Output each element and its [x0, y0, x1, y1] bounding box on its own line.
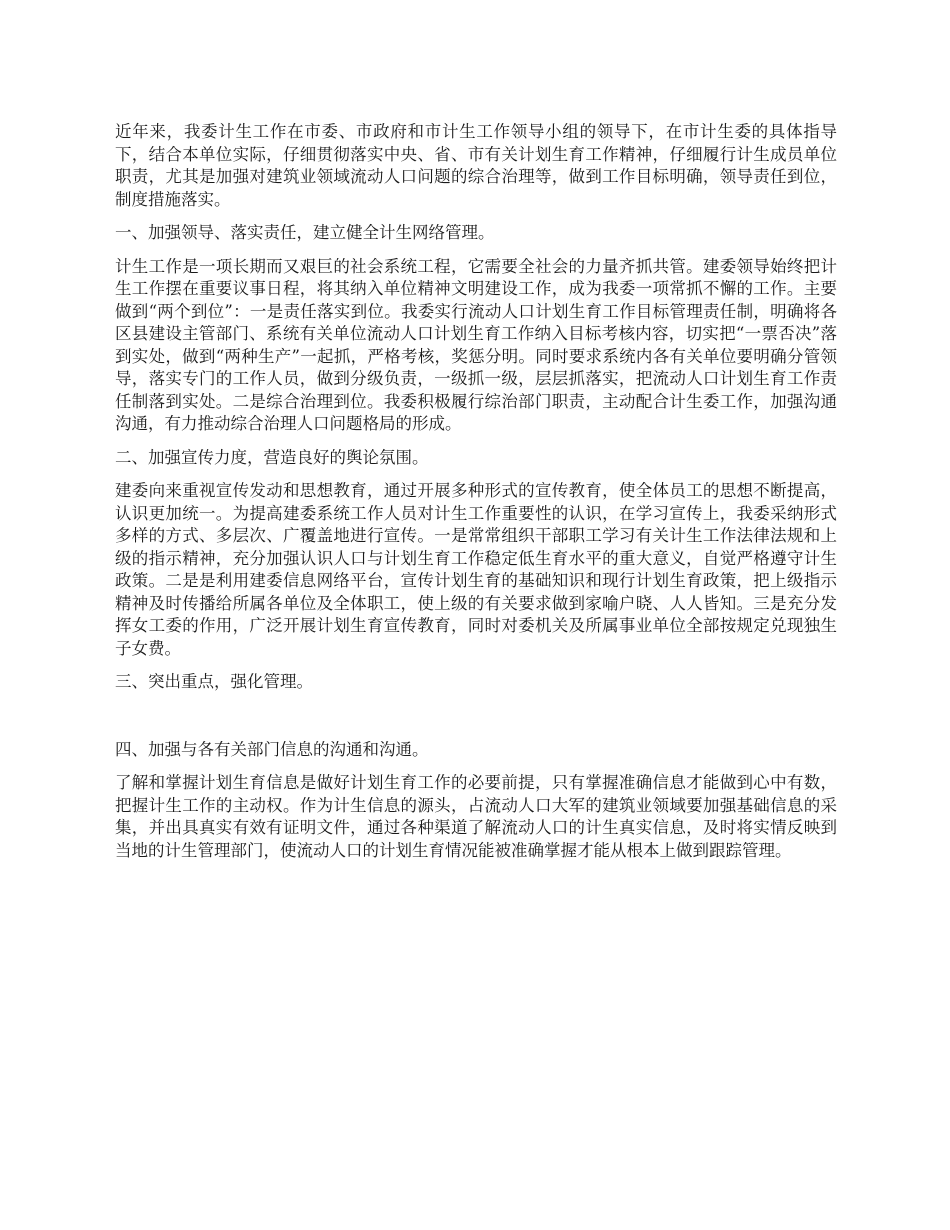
section-2-body: 建委向来重视宣传发动和思想教育，通过开展多种形式的宣传教育，使全体员工的思想不断提高，认识更加统一。为提高建委系统工作人员对计生工作重要性的认识，在学习宣传上，我委采纳形式多样的方式、多层次、广覆盖地进行宣传。一是常常组织干部职工学习有关计生工作法律法规和上级的指示精神，充分加强认识人口与计划生育工作稳定低生育水平的重大意义，自觉严格遵守计生政策。二是是利用建委信息网络平台，宣传计划生育的基础知识和现行计划生育政策，把上级指示精神及时传播给所属各单位及全体职工，使上级的有关要求做到家喻户晓、人人皆知。三是充分发挥女工委的作用，广泛开展计划生育宣传教育，同时对委机关及所属事业单位全部按规定兑现独生子女费。 — [115, 481, 837, 658]
section-1-body: 计生工作是一项长期而又艰巨的社会系统工程，它需要全社会的力量齐抓共管。建委领导始终把计生工作摆在重要议事日程，将其纳入单位精神文明建设工作，成为我委一项常抓不懈的工作。主要做到“两个到位”：一是责任落实到位。我委实行流动人口计划生育工作目标管理责任制，明确将各区县建设主管部门、系统有关单位流动人口计划生育工作纳入目标考核内容，切实把“一票否决”落到实处，做到“两种生产”一起抓，严格考核，奖惩分明。同时要求系统内各有关单位要明确分管领导，落实专门的工作人员，做到分级负责，一级抓一级，层层抓落实，把流动人口计划生育工作责任制落到实处。二是综合治理到位。我委积极履行综治部门职责，主动配合计生委工作，加强沟通沟通，有力推动综合治理人口问题格局的形成。 — [115, 256, 837, 433]
document-body — [115, 121, 837, 873]
intro-paragraph: 近年来，我委计生工作在市委、市政府和市计生工作领导小组的领导下，在市计生委的具体指导下，结合本单位实际，仔细贯彻落实中央、省、市有关计划生育工作精神，仔细履行计生成员单位职责，尤其是加强对建筑业领域流动人口问题的综合治理等，做到工作目标明确，领导责任到位，制度措施落实。 — [115, 122, 837, 209]
section-4-heading: 四、加强与各有关部门信息的沟通和沟通。 — [115, 739, 429, 759]
section-3-empty-body — [115, 705, 837, 739]
section-1-heading: 一、加强领导、落实责任，建立健全计生网络管理。 — [115, 223, 495, 242]
section-3-heading: 三、突出重点，强化管理。 — [115, 672, 313, 691]
section-2-heading: 二、加强宣传力度，营造良好的舆论氛围。 — [115, 447, 429, 467]
section-4-body: 了解和掌握计划生育信息是做好计划生育工作的必要前提，只有掌握准确信息才能做到心中有数，把握计生工作的主动权。作为计生信息的源头，占流动人口大军的建筑业领域要加强基础信息的采集，并出具真实有效有证明文件，通过各种渠道了解流动人口的计生真实信息，及时将实情反映到当地的计生管理部门，使流动人口的计划生育情况能被准确掌握才能从根本上做到跟踪管理。 — [115, 773, 837, 860]
